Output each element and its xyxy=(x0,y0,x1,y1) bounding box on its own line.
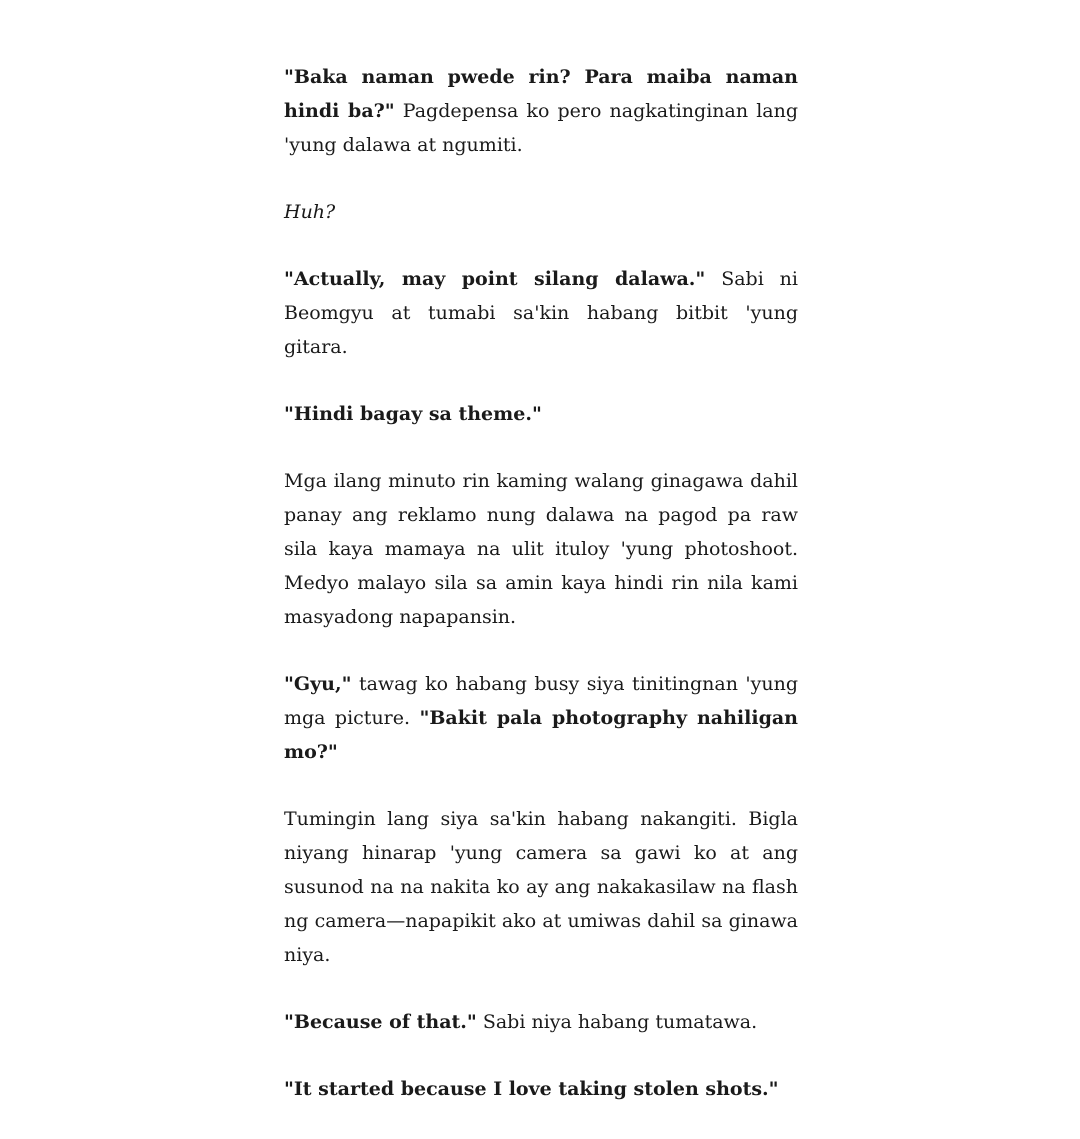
narration-text: Sabi niya habang tumatawa. xyxy=(476,1011,758,1033)
dialogue-text: "Bakit pala photography nahiligan mo?" xyxy=(284,707,798,763)
paragraph-1 xyxy=(284,60,798,162)
paragraph-7 xyxy=(284,802,798,972)
thought-text: Huh? xyxy=(284,201,336,223)
story-page xyxy=(284,60,798,1139)
narration-text: Pagdepensa ko pero nagkatinginan lang 'yung dalawa at ngumiti. xyxy=(284,100,798,156)
dialogue-text: "Hindi bagay sa theme." xyxy=(284,403,542,425)
dialogue-text: "Because of that." xyxy=(284,1011,477,1033)
paragraph-8 xyxy=(284,1005,798,1039)
dialogue-text: "Baka naman pwede rin? Para maiba naman hindi ba?" xyxy=(284,66,798,122)
narration-text: Mga ilang minuto rin kaming walang ginagawa dahil panay ang reklamo nung dalawa na pagod pa raw sila kaya mamaya na ulit ituloy 'yung photoshoot. Medyo malayo sila sa amin kaya hindi rin nila kami masyadong napapansin. xyxy=(284,470,798,628)
paragraph-2 xyxy=(284,195,798,229)
dialogue-text: "Gyu," xyxy=(284,673,352,695)
narration-text: Sabi ni Beomgyu at tumabi sa'kin habang bitbit 'yung gitara. xyxy=(284,268,798,358)
dialogue-text: "Actually, may point silang dalawa." xyxy=(284,268,706,290)
narration-text: Tumingin lang siya sa'kin habang nakangiti. Bigla niyang hinarap 'yung camera sa gawi ko at ang susunod na na nakita ko ay ang nakakasilaw na flash ng camera—napapikit ako at umiwas dahil sa ginawa niya. xyxy=(284,808,798,966)
paragraph-9 xyxy=(284,1072,798,1106)
paragraph-4 xyxy=(284,397,798,431)
narration-text: tawag ko habang busy siya tinitingnan 'yung mga picture. xyxy=(284,673,798,729)
paragraph-5 xyxy=(284,464,798,634)
dialogue-text: "It started because I love taking stolen shots." xyxy=(284,1078,779,1100)
paragraph-3 xyxy=(284,262,798,364)
paragraph-6 xyxy=(284,667,798,769)
